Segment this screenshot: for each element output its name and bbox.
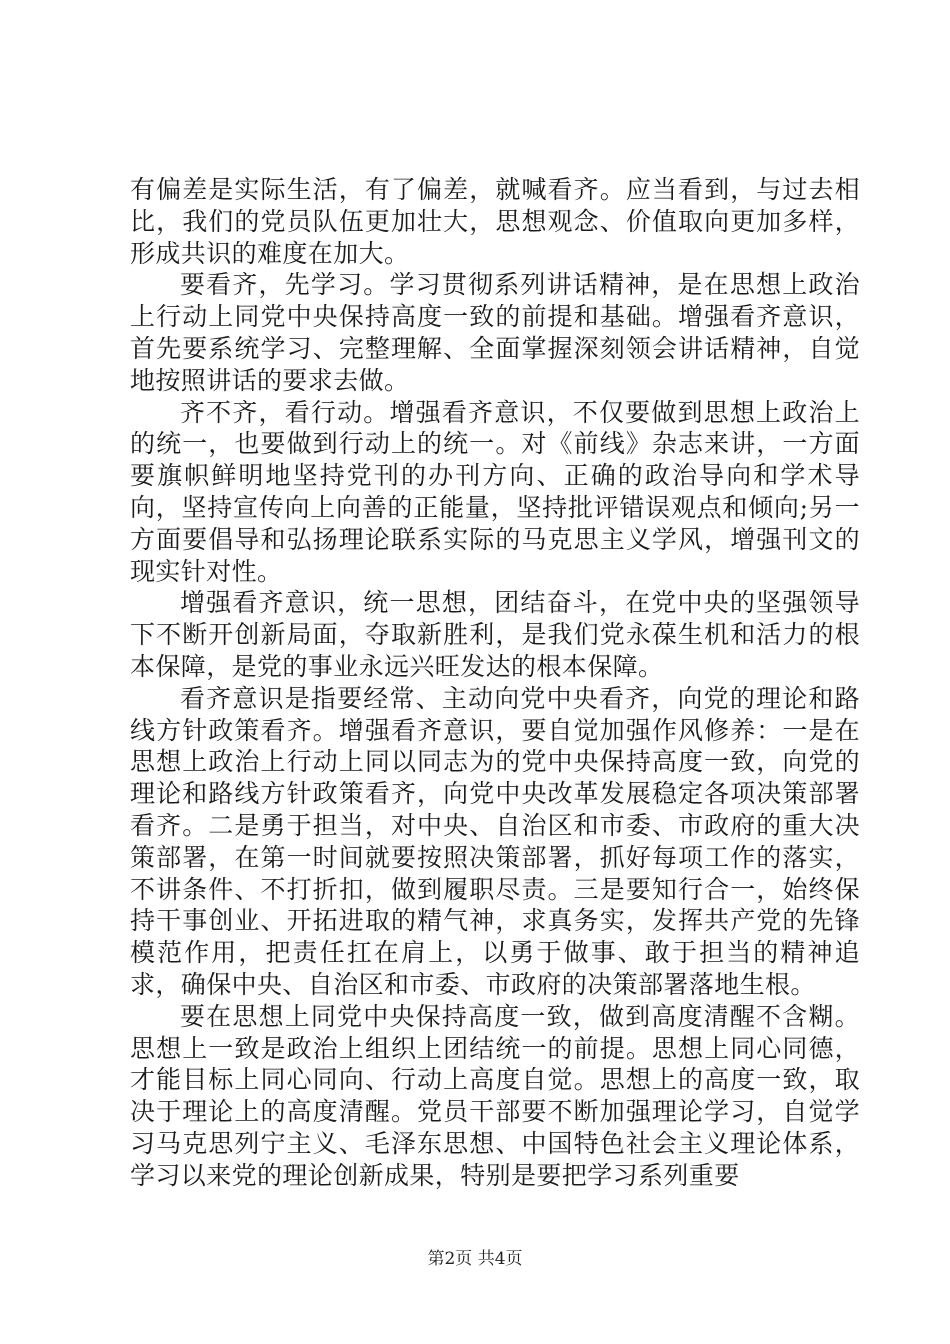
paragraph-3: 齐不齐，看行动。增强看齐意识，不仅要做到思想上政治上的统一，也要做到行动上的统一。对《前线》杂志来讲，一方面要旗帜鲜明地坚持党刊的办刊方向、正确的政治导向和学术导向，坚持宣传向上向善的正能量，坚持批评错误观点和倾向;另一方面要倡导和弘扬理论联系实际的马克思主义学风，增强刊文的现实针对性。 (130, 397, 860, 586)
paragraph-2: 要看齐，先学习。学习贯彻系列讲话精神，是在思想上政治上行动上同党中央保持高度一致的前提和基础。增强看齐意识，首先要系统学习、完整理解、全面掌握深刻领会讲话精神，自觉地按照讲话的要求去做。 (130, 270, 860, 395)
paragraph-5: 看齐意识是指要经常、主动向党中央看齐，向党的理论和路线方针政策看齐。增强看齐意识，要自觉加强作风修养：一是在思想上政治上行动上同以同志为的党中央保持高度一致，向党的理论和路线方针政策看齐，向党中央改革发展稳定各项决策部署看齐。二是勇于担当，对中央、自治区和市委、市政府的重大决策部署，在第一时间就要按照决策部署，抓好每项工作的落实，不讲条件、不打折扣，做到履职尽责。三是要知行合一，始终保持干事创业、开拓进取的精气神，求真务实，发挥共产党的先锋模范作用，把责任扛在肩上，以勇于做事、敢于担当的精神追求，确保中央、自治区和市委、市政府的决策部署落地生根。 (130, 683, 860, 999)
page-footer: 第2页 共4页 (427, 1249, 523, 1269)
paragraph-4: 增强看齐意识，统一思想，团结奋斗，在党中央的坚强领导下不断开创新局面，夺取新胜利，是我们党永葆生机和活力的根本保障，是党的事业永远兴旺发达的根本保障。 (130, 588, 860, 681)
document-body (130, 174, 860, 1192)
paragraph-6: 要在思想上同党中央保持高度一致，做到高度清醒不含糊。思想上一致是政治上组织上团结统一的前提。思想上同心同德，才能目标上同心同向、行动上高度自觉。思想上的高度一致，取决于理论上的高度清醒。党员干部要不断加强理论学习，自觉学习马克思列宁主义、毛泽东思想、中国特色社会主义理论体系，学习以来党的理论创新成果，特别是要把学习系列重要 (130, 1001, 860, 1190)
paragraph-1: 有偏差是实际生活，有了偏差，就喊看齐。应当看到，与过去相比，我们的党员队伍更加壮大，思想观念、价值取向更加多样，形成共识的难度在加大。 (130, 175, 860, 268)
